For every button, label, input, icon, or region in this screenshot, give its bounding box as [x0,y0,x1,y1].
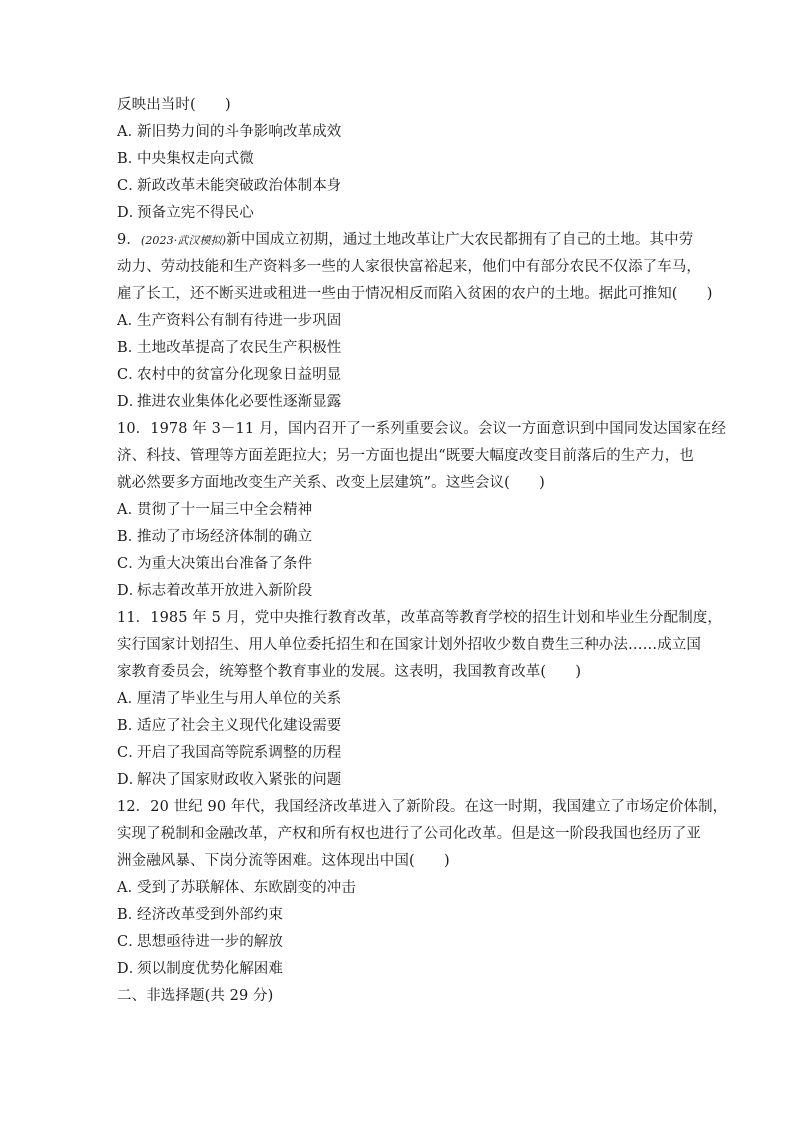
question-9 [117,227,713,416]
option-a: A．受到了苏联解体、东欧剧变的冲击 [117,880,356,896]
option-c: C．为重大决策出台准备了条件 [117,556,313,572]
section-title: 二、非选择题(共 29 分) [117,988,274,1004]
question-stem-line: 实行国家计划招生、用人单位委托招生和在国家计划外招收少数自费生三种办法……成立国 [117,637,701,653]
option-b: B．适应了社会主义现代化建设需要 [117,718,342,734]
question-stem-line: 11．1985 年 5 月，党中央推行教育改革，改革高等教育学校的招生计划和毕业生分配制度， [117,610,723,626]
question-stem-line: 洲金融风暴、下岗分流等困难。这体现出中国( ) [117,853,450,869]
option-d: D．解决了国家财政收入紧张的问题 [117,772,342,788]
question-12 [117,794,728,983]
option-b: B．中央集权走向式微 [117,151,254,167]
option-a: A．新旧势力间的斗争影响改革成效 [117,124,342,140]
question-stem-line: 雇了长工，还不断买进或租进一些由于情况相反而陷入贫困的农户的土地。据此可推知( ) [117,286,713,302]
question-number: 9． [117,232,141,248]
option-b: B．经济改革受到外部约束 [117,907,283,923]
option-c: C．思想亟待进一步的解放 [117,934,283,950]
question-10 [117,416,727,605]
question-8 [117,92,677,227]
question-source: (2023·武汉模拟) [140,234,227,247]
question-stem-line: 9．(2023·武汉模拟)新中国成立初期，通过土地改革让广大农民都拥有了自己的土地。其中劳 [117,232,694,248]
option-c: C．开启了我国高等院系调整的历程 [117,745,342,761]
option-d: D．标志着改革开放进入新阶段 [117,583,313,599]
option-c: C．农村中的贫富分化现象日益明显 [117,367,342,383]
question-stem-line: 10．1978 年 3－11 月，国内召开了一系列重要会议。会议一方面意识到中国同发达国家在经 [117,421,727,437]
option-b: B．推动了市场经济体制的确立 [117,529,313,545]
option-a: A．厘清了毕业生与用人单位的关系 [117,691,342,707]
option-a: A．生产资料公有制有待进一步巩固 [117,313,342,329]
question-stem: 反映出当时( ) [117,97,231,113]
option-d: D．预备立宪不得民心 [117,205,254,221]
question-stem-line: 就必然要多方面地改变生产关系、改变上层建筑”。这些会议( ) [117,475,545,491]
question-stem-line: 家教育委员会，统筹整个教育事业的发展。这表明，我国教育改革( ) [117,664,582,680]
question-stem-line: 实现了税制和金融改革，产权和所有权也进行了公司化改革。但是这一阶段我国也经历了亚 [117,826,701,842]
question-stem-line: 12．20 世纪 90 年代，我国经济改革进入了新阶段。在这一时期，我国建立了市场定价体制， [117,799,728,815]
section-heading [117,983,677,1010]
option-c: C．新政改革未能突破政治体制本身 [117,178,342,194]
question-11 [117,605,723,794]
option-d: D．推进农业集体化必要性逐渐显露 [117,394,342,410]
question-stem-line: 济、科技、管理等方面差距拉大；另一方面也提出“既要大幅度改变目前落后的生产力，也 [117,448,694,464]
option-b: B．土地改革提高了农民生产积极性 [117,340,342,356]
option-a: A．贯彻了十一届三中全会精神 [117,502,313,518]
option-d: D．须以制度优势化解困难 [117,961,283,977]
question-stem-line: 动力、劳动技能和生产资料多一些的人家很快富裕起来，他们中有部分农民不仅添了车马， [117,259,701,275]
